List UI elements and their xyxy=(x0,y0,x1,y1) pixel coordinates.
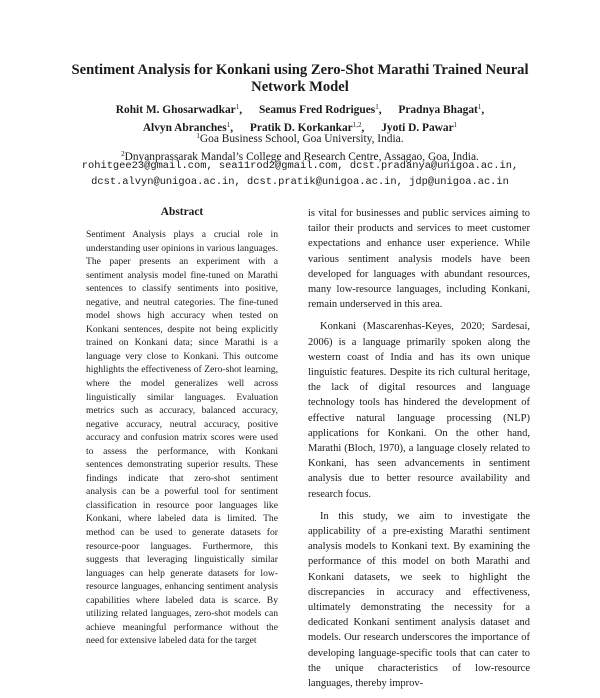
author: Seamus Fred Rodrigues$^1$, xyxy=(258,103,382,116)
email-list xyxy=(30,158,570,190)
abstract-body: Sentiment Analysis plays a crucial role in understanding user opinions in various languages. The paper presents an experiment with a sentiment analysis model fine-tuned on Marathi sentences to classify sentiments into positive, negative, and neutral categories. The fine-tuned model shows high accuracy when tested on Konkani sentences, despite not being explicitly trained on Konkani data; since Marathi is a language very close to Konkani. This outcome highlights the effectiveness of Zero-shot learning, where the model generalizes well across linguistically similar languages. Evaluation metrics such as accuracy, balanced accuracy, negative accuracy, neutral accuracy, positive accuracy and confusion matrix scores were used to assess the performance, with Konkani sentences demonstrating superior results. These findings indicate that zero-shot sentiment analysis can be a powerful tool for sentiment classification in resource poor languages like Konkani, where labeled data is limited. The method can be used to generate datasets for resource-poor languages. Furthermore, this suggests that leveraging linguistically similar languages can help generate datasets for low-resource languages, enhancing sentiment analysis capabilities where labeled data is scarce. By utilizing related languages, zero-shot models can achieve meaningful performance without the need for extensive labeled data for the target xyxy=(86,229,278,647)
body-paragraph: is vital for businesses and public services aiming to tailor their products and services to meet customer expectations and enhance user experience. While various sentiment analysis models have been developed for languages with abundant resources, many low-resource languages, including Konkani, remain underserved in this area. xyxy=(308,208,530,311)
author: Jyoti D. Pawar$^1$ xyxy=(381,121,458,134)
author: Rohit M. Ghosarwadkar$^1$, xyxy=(115,103,243,116)
paper-title xyxy=(40,62,560,96)
author: Alvyn Abranches$^1$, xyxy=(142,121,234,134)
body-paragraph: In this study, we aim to investigate the applicability of a pre-existing Marathi sentiment analysis models to Konkani text. By examining the performance of this model on both Marathi and Konkani datasets, we seek to highlight the discrepancies in accuracy and effectiveness, ultimately demonstrating the necessity for a dedicated Konkani sentiment analysis dataset and models. Our research underscores the importance of developing language-specific tools that can cater to the unique characteristics of low-resource languages, thereby improv- xyxy=(308,510,530,690)
title-line-1: Sentiment Analysis for Konkani using Zero-Shot Marathi Trained Neural xyxy=(71,62,529,78)
email-line: dcst.alvyn@unigoa.ac.in, dcst.pratik@unigoa.ac.in, jdp@unigoa.ac.in xyxy=(91,176,509,188)
title-line-2: Network Model xyxy=(251,79,349,95)
author: Pradnya Bhagat$^1$, xyxy=(398,103,485,116)
introduction-column xyxy=(308,206,530,698)
abstract-heading: Abstract xyxy=(160,206,204,218)
affiliation: $^2$Dnyanprassarak Mandal’s College and Research Centre, Assagao, Goa, India. xyxy=(121,150,479,163)
body-paragraph: Konkani (Mascarenhas-Keyes, 2020; Sardesai, 2006) is a language primarily spoken along the western coast of India and has its own unique linguistic features. Despite its rich cultural heritage, the lack of digital resources and language technology tools has hindered the development of effective natural language processing (NLP) applications for Konkani. On the other hand, Marathi (Bloch, 1970), a language closely related to Konkani, has seen advancements in sentiment analysis due to better resource availability and research focus. xyxy=(308,321,530,500)
author: Pratik D. Korkankar$^{1,2}$, xyxy=(249,121,365,134)
affiliation: $^1$Goa Business School, Goa University, India. xyxy=(196,132,404,145)
email-line: rohitgee23@gmail.com, sea11rod2@gmail.com, dcst.pradanya@unigoa.ac.in, xyxy=(81,160,519,172)
